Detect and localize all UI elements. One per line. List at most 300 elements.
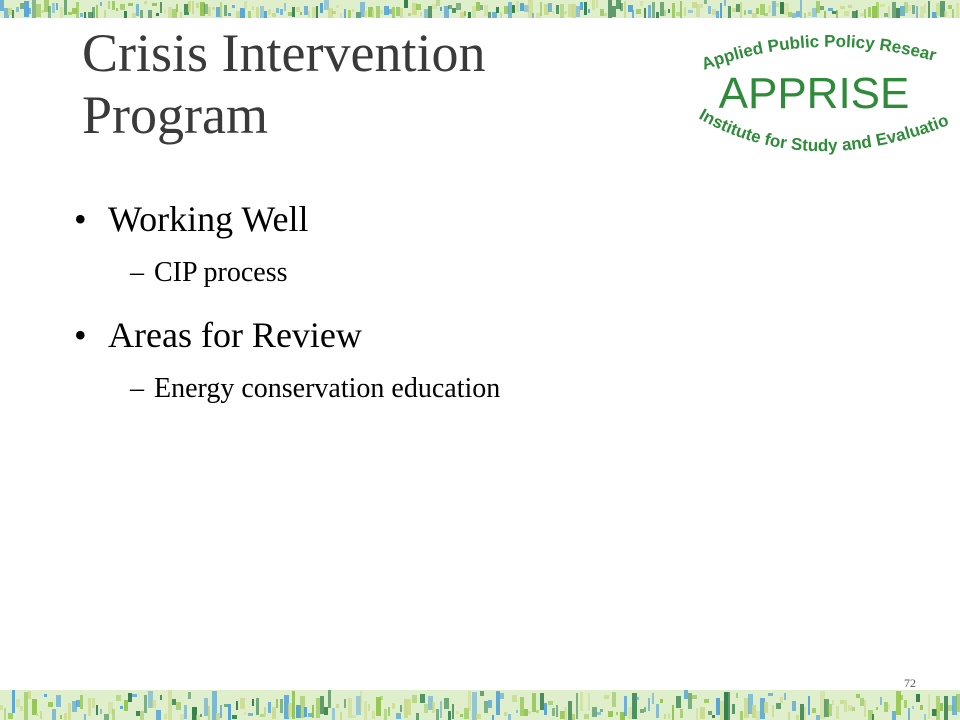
- border-stroke: [528, 711, 531, 714]
- border-stroke: [104, 714, 109, 720]
- border-stroke: [904, 2, 908, 13]
- border-stroke: [176, 702, 181, 710]
- border-stroke: [744, 10, 746, 15]
- border-stroke: [688, 693, 692, 709]
- border-stroke: [396, 7, 400, 16]
- border-stroke: [876, 707, 878, 710]
- border-stroke: [684, 7, 686, 16]
- border-stroke: [44, 694, 47, 697]
- border-stroke: [844, 700, 847, 712]
- border-stroke: [80, 695, 83, 709]
- border-stroke: [372, 9, 374, 18]
- border-stroke: [256, 698, 259, 715]
- border-stroke: [948, 5, 952, 9]
- border-stroke: [812, 708, 816, 713]
- border-stroke: [364, 701, 367, 720]
- border-stroke: [532, 693, 536, 712]
- border-stroke: [432, 702, 435, 713]
- border-stroke: [344, 699, 346, 708]
- border-stroke: [740, 711, 743, 720]
- border-stroke: [856, 694, 860, 698]
- border-stroke: [292, 691, 295, 719]
- border-stroke: [244, 1, 247, 9]
- border-stroke: [536, 710, 539, 713]
- border-stroke: [768, 693, 773, 696]
- border-stroke: [700, 4, 703, 8]
- border-stroke: [892, 2, 896, 18]
- border-stroke: [336, 5, 339, 8]
- border-stroke: [444, 698, 449, 709]
- border-stroke: [888, 704, 890, 709]
- border-stroke: [420, 694, 425, 703]
- border-stroke: [28, 691, 31, 699]
- border-stroke: [440, 701, 442, 718]
- border-stroke: [688, 10, 693, 13]
- border-stroke: [84, 12, 86, 18]
- border-stroke: [844, 11, 849, 16]
- border-stroke: [604, 13, 607, 16]
- border-stroke: [496, 691, 500, 715]
- border-stroke: [800, 0, 802, 18]
- border-stroke: [680, 709, 683, 718]
- border-stroke: [776, 703, 781, 709]
- border-stroke: [572, 4, 576, 18]
- border-stroke: [404, 0, 408, 8]
- border-stroke: [460, 714, 463, 717]
- border-stroke: [272, 13, 276, 17]
- border-stroke: [144, 1, 147, 4]
- border-stroke: [956, 694, 960, 712]
- border-stroke: [252, 699, 254, 706]
- border-stroke: [612, 692, 616, 707]
- border-stroke: [60, 7, 63, 18]
- border-stroke: [728, 692, 730, 720]
- border-stroke: [680, 1, 682, 18]
- title-line-1: Crisis Intervention: [82, 23, 486, 83]
- border-stroke: [232, 715, 237, 719]
- border-stroke: [456, 3, 461, 10]
- border-stroke: [516, 710, 518, 713]
- border-stroke: [180, 714, 184, 720]
- border-stroke: [712, 9, 716, 15]
- border-stroke: [448, 711, 451, 720]
- border-stroke: [664, 714, 666, 719]
- bullet-icon: •: [74, 315, 87, 355]
- border-stroke: [880, 4, 885, 7]
- border-stroke: [676, 12, 680, 16]
- sub-bullet-text: CIP process: [154, 257, 288, 288]
- border-stroke: [576, 693, 578, 719]
- border-stroke: [728, 6, 731, 18]
- border-stroke: [648, 698, 650, 711]
- border-stroke: [468, 691, 471, 711]
- border-stroke: [668, 713, 670, 719]
- border-stroke: [216, 7, 220, 17]
- border-stroke: [556, 705, 558, 717]
- border-stroke: [368, 704, 370, 711]
- border-stroke: [644, 707, 646, 712]
- border-stroke: [944, 696, 948, 720]
- border-stroke: [228, 13, 231, 16]
- border-stroke: [772, 705, 774, 717]
- border-stroke: [76, 700, 80, 707]
- border-stroke: [596, 0, 598, 8]
- border-stroke: [12, 10, 14, 18]
- border-stroke: [348, 10, 351, 18]
- border-stroke: [724, 692, 728, 720]
- dash-icon: –: [130, 257, 144, 288]
- border-stroke: [420, 12, 422, 16]
- border-stroke: [884, 702, 888, 712]
- border-stroke: [0, 705, 3, 710]
- border-stroke: [20, 706, 23, 711]
- border-stroke: [100, 709, 102, 714]
- border-stroke: [248, 11, 251, 18]
- border-stroke: [656, 704, 659, 718]
- sub-bullet-item: [74, 248, 894, 298]
- border-stroke: [660, 2, 664, 16]
- border-stroke: [704, 0, 707, 4]
- border-stroke: [36, 713, 38, 716]
- logo-top-text: Applied Public Policy Resear: [698, 31, 939, 74]
- border-stroke: [408, 699, 411, 715]
- border-stroke: [564, 11, 567, 14]
- border-stroke: [112, 709, 115, 720]
- border-stroke: [32, 0, 36, 18]
- border-stroke: [380, 696, 383, 700]
- border-stroke: [928, 1, 930, 18]
- border-stroke: [240, 8, 245, 18]
- border-stroke: [848, 5, 852, 8]
- border-stroke: [912, 5, 915, 14]
- border-stroke: [264, 11, 267, 18]
- border-stroke: [872, 714, 874, 720]
- border-stroke: [380, 10, 383, 14]
- border-stroke: [852, 707, 855, 711]
- border-stroke: [48, 6, 51, 18]
- border-stroke: [152, 3, 157, 6]
- border-stroke: [904, 700, 907, 708]
- border-stroke: [836, 706, 839, 719]
- border-stroke: [148, 10, 152, 18]
- border-stroke: [716, 698, 720, 715]
- border-stroke: [672, 3, 675, 18]
- bullet-icon: •: [74, 199, 87, 239]
- border-stroke: [276, 8, 279, 13]
- sub-bullet-item: [74, 364, 894, 414]
- border-stroke: [260, 6, 264, 18]
- border-stroke: [332, 708, 335, 720]
- border-stroke: [576, 6, 580, 17]
- border-stroke: [492, 715, 494, 720]
- border-stroke: [552, 11, 554, 14]
- bullet-item: [74, 190, 894, 248]
- border-stroke: [24, 692, 28, 720]
- border-stroke: [732, 704, 735, 714]
- border-stroke: [136, 4, 139, 16]
- border-stroke: [352, 9, 354, 12]
- border-stroke: [916, 694, 920, 702]
- border-stroke: [52, 3, 55, 13]
- border-stroke: [132, 13, 136, 18]
- border-stroke: [700, 707, 705, 719]
- border-stroke: [692, 695, 697, 699]
- border-stroke: [780, 2, 784, 14]
- border-stroke: [672, 705, 674, 720]
- border-stroke: [248, 713, 253, 716]
- border-stroke: [468, 12, 471, 18]
- border-stroke: [632, 10, 634, 18]
- border-stroke: [604, 695, 609, 699]
- border-stroke: [896, 8, 900, 18]
- slide-title: [82, 22, 642, 146]
- border-stroke: [104, 10, 106, 18]
- border-stroke: [216, 713, 220, 720]
- border-stroke: [804, 707, 806, 720]
- border-stroke: [156, 13, 159, 16]
- border-stroke: [580, 2, 583, 10]
- border-stroke: [404, 699, 408, 718]
- border-stroke: [308, 11, 310, 18]
- border-stroke: [804, 13, 806, 18]
- border-stroke: [416, 4, 421, 10]
- border-stroke: [228, 704, 231, 720]
- border-stroke: [884, 13, 888, 17]
- border-stroke: [908, 5, 911, 11]
- border-stroke: [508, 2, 512, 18]
- border-stroke: [68, 703, 71, 720]
- border-stroke: [16, 699, 20, 707]
- border-stroke: [120, 4, 125, 10]
- border-stroke: [840, 700, 844, 704]
- border-stroke: [796, 11, 800, 17]
- border-stroke: [600, 709, 603, 712]
- border-stroke: [816, 1, 820, 13]
- border-stroke: [340, 712, 342, 720]
- border-stroke: [68, 12, 72, 15]
- border-stroke: [696, 708, 698, 720]
- border-stroke: [424, 704, 428, 713]
- border-stroke: [916, 6, 918, 18]
- border-stroke: [316, 698, 320, 718]
- border-stroke: [836, 10, 838, 18]
- border-stroke: [608, 711, 613, 717]
- border-stroke: [936, 696, 940, 720]
- border-stroke: [484, 5, 488, 16]
- border-stroke: [640, 1, 643, 6]
- border-stroke: [868, 7, 871, 17]
- border-stroke: [828, 8, 833, 11]
- border-stroke: [712, 715, 715, 718]
- logo-bottom-text: Institute for Study and Evaluatio: [696, 104, 952, 156]
- bullet-text: Areas for Review: [108, 315, 362, 355]
- border-stroke: [840, 6, 845, 9]
- border-stroke: [788, 12, 792, 17]
- border-stroke: [352, 715, 356, 718]
- border-stroke: [668, 9, 670, 13]
- border-stroke: [796, 715, 799, 720]
- border-stroke: [752, 705, 756, 718]
- border-stroke: [32, 699, 37, 715]
- border-stroke: [88, 698, 91, 716]
- border-stroke: [268, 9, 271, 15]
- border-stroke: [740, 2, 742, 18]
- border-stroke: [424, 9, 428, 18]
- border-stroke: [644, 8, 646, 18]
- border-stroke: [204, 698, 208, 716]
- border-stroke: [140, 10, 143, 18]
- border-stroke: [196, 3, 199, 8]
- border-stroke: [388, 9, 392, 14]
- border-stroke: [156, 710, 161, 720]
- border-stroke: [96, 5, 98, 18]
- border-stroke: [320, 3, 323, 13]
- border-stroke: [584, 2, 587, 15]
- border-stroke: [80, 13, 83, 17]
- border-stroke: [624, 696, 627, 716]
- border-stroke: [408, 13, 411, 16]
- border-stroke: [348, 698, 352, 718]
- border-stroke: [792, 13, 796, 18]
- border-stroke: [496, 7, 499, 13]
- page-number: 72: [904, 676, 916, 690]
- border-stroke: [724, 0, 726, 6]
- border-stroke: [612, 6, 616, 17]
- border-stroke: [708, 6, 711, 14]
- logo-main-text: APPRISE: [718, 69, 910, 118]
- border-stroke: [364, 11, 367, 17]
- border-stroke: [376, 6, 380, 18]
- border-stroke: [560, 4, 564, 18]
- border-stroke: [756, 8, 759, 14]
- border-stroke: [28, 8, 31, 14]
- border-stroke: [652, 693, 654, 704]
- border-stroke: [256, 7, 259, 18]
- border-stroke: [296, 7, 300, 12]
- border-stroke: [880, 697, 882, 705]
- bullet-item: [74, 306, 894, 364]
- border-stroke: [244, 712, 246, 715]
- border-stroke: [56, 3, 58, 10]
- border-stroke: [20, 3, 24, 9]
- border-stroke: [924, 4, 926, 13]
- border-stroke: [664, 10, 666, 16]
- border-stroke: [500, 693, 504, 699]
- border-stroke: [764, 13, 768, 16]
- border-stroke: [76, 2, 79, 18]
- border-stroke: [544, 703, 547, 715]
- border-stroke: [568, 701, 572, 720]
- border-stroke: [284, 3, 286, 11]
- border-stroke: [452, 8, 456, 13]
- border-stroke: [192, 1, 194, 14]
- border-stroke: [280, 9, 283, 15]
- border-stroke: [232, 5, 235, 8]
- border-stroke: [540, 2, 542, 16]
- border-stroke: [344, 9, 346, 18]
- bottom-decorative-border: [0, 690, 960, 720]
- border-stroke: [540, 693, 544, 710]
- border-stroke: [620, 3, 623, 11]
- border-stroke: [696, 4, 700, 17]
- border-stroke: [524, 709, 528, 716]
- border-stroke: [336, 704, 339, 708]
- border-stroke: [4, 708, 6, 720]
- border-stroke: [8, 713, 13, 719]
- border-stroke: [504, 712, 507, 716]
- border-stroke: [864, 700, 866, 717]
- border-stroke: [640, 709, 644, 713]
- border-stroke: [584, 714, 589, 719]
- border-stroke: [616, 712, 618, 715]
- sub-bullet-text: Energy conservation education: [154, 373, 501, 404]
- border-stroke: [140, 711, 144, 720]
- border-stroke: [940, 703, 943, 711]
- border-stroke: [360, 691, 362, 711]
- border-stroke: [56, 695, 61, 707]
- border-stroke: [252, 6, 254, 10]
- border-stroke: [648, 5, 651, 18]
- border-stroke: [160, 2, 162, 13]
- border-stroke: [64, 0, 67, 15]
- border-stroke: [580, 692, 583, 711]
- border-stroke: [456, 711, 459, 714]
- border-stroke: [400, 8, 403, 18]
- border-stroke: [624, 1, 626, 18]
- border-stroke: [808, 12, 811, 16]
- border-stroke: [180, 12, 182, 18]
- dash-icon: –: [130, 373, 144, 404]
- border-stroke: [412, 695, 417, 703]
- border-stroke: [208, 7, 211, 16]
- border-stroke: [164, 714, 167, 719]
- border-stroke: [428, 6, 432, 18]
- border-stroke: [708, 711, 712, 715]
- border-stroke: [512, 5, 515, 13]
- border-stroke: [756, 711, 760, 720]
- border-stroke: [860, 698, 864, 706]
- border-stroke: [268, 702, 271, 713]
- border-stroke: [124, 700, 128, 711]
- border-stroke: [920, 6, 924, 18]
- border-stroke: [656, 12, 659, 18]
- bottom-border-pattern: [0, 690, 960, 720]
- apprise-logo-graphic: [676, 30, 952, 180]
- border-stroke: [512, 695, 517, 702]
- border-stroke: [768, 5, 771, 13]
- border-stroke: [848, 705, 852, 711]
- border-stroke: [636, 9, 641, 14]
- border-stroke: [52, 709, 56, 720]
- border-stroke: [416, 713, 419, 720]
- border-stroke: [92, 7, 95, 18]
- border-stroke: [224, 5, 227, 16]
- border-stroke: [488, 700, 492, 708]
- border-stroke: [556, 5, 559, 14]
- border-stroke: [208, 706, 210, 720]
- title-line-2: Program: [82, 85, 268, 145]
- border-stroke: [520, 697, 524, 716]
- border-stroke: [236, 701, 238, 710]
- border-stroke: [660, 699, 663, 703]
- top-decorative-border: [0, 0, 960, 18]
- border-stroke: [548, 3, 552, 12]
- border-stroke: [184, 705, 187, 719]
- border-stroke: [436, 709, 439, 720]
- border-stroke: [128, 693, 132, 702]
- border-stroke: [8, 8, 12, 15]
- border-stroke: [144, 695, 147, 713]
